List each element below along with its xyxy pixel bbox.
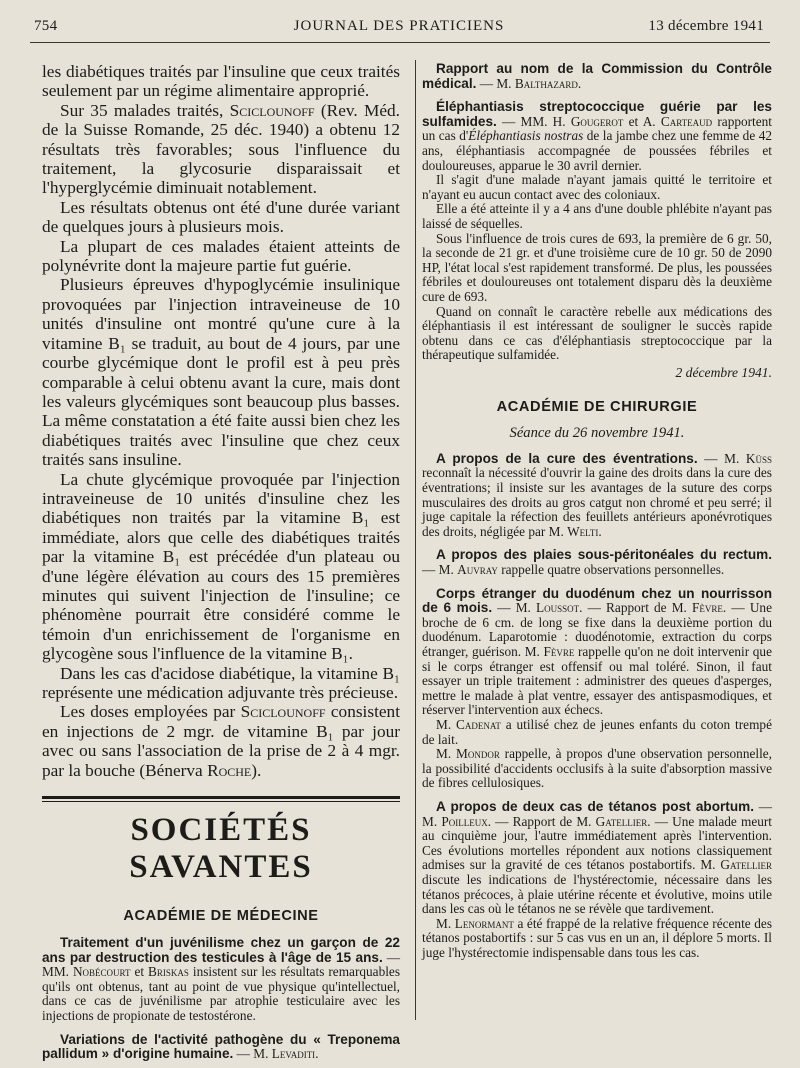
paragraph: A propos des plaies sous-péritonéales du rectum. — M. Auvray rappelle quatre observations personnelles. — [422, 547, 772, 578]
item-title: Rapport au nom de la Commission du Contrôle médical. — [422, 61, 772, 91]
issue-date: 13 décembre 1941 — [648, 18, 764, 34]
societes-banner — [42, 796, 400, 886]
paragraph: Dans les cas d'acidose diabétique, la vitamine B₁ représente une médication adjuvante très précieuse. — [42, 663, 400, 702]
paragraph: La chute glycémique provoquée par l'injection intraveineuse de 10 unités d'insuline chez les diabétiques non traités par la vitamine B₁ est immédiate, alors que celle des diabétiques traités par la vitamine B₁ est précédée d'un plateau ou d'une légère élévation au cours des 15 premières minutes qui suivent l'injection de l'insuline; ce phénomène pourrait être considéré comme le témoin d'un enrichissement de l'organisme en glycogène sous l'influence de la vitamine B₁. — [42, 469, 400, 664]
paragraph: A propos de la cure des éventrations. — M. Küss reconnaît la nécessité d'ouvrir la gaine des droits dans la cure des éventrations; il insiste sur les avantages de la suture des corps musculaires des droits au gros catgut non chromé et peu serré; il juge capitale la réfection des feuillets antérieurs aponévrotiques des droits, négligée par M. Welti. — [422, 450, 772, 539]
author-name: Sciclounoff — [240, 702, 326, 722]
right-column — [422, 62, 772, 960]
brand-name: Roche — [207, 760, 252, 780]
paragraph: Les doses employées par Sciclounoff consistent en injections de 2 mgr. de vitamine B₁ par jour avec ou sans l'association de la prise de 2 à 4 mgr. par la bouche (Bénerva Roche). — [42, 702, 400, 780]
item-title: Corps étranger du duodénum chez un nourrisson de 6 mois. — [422, 585, 772, 616]
paragraph: Sous l'influence de trois cures de 693, la première de 6 gr. 50, la seconde de 21 gr. et d'une troisième cure de 10 gr. 50 de 2090 HP, l'état local s'est rapidement transformé. De plus, les poussées fébriles et douloureuses ont totalement disparu dès la deuxième cure de 693. — [422, 230, 772, 304]
paragraph: La plupart de ces malades étaient atteints de polynévrite dont la majeure partie fut guérie. — [42, 236, 400, 276]
paragraph: Les résultats obtenus ont été d'une durée variant de quelques jours à plusieurs mois. — [42, 197, 400, 237]
paragraph: Corps étranger du duodénum chez un nourrisson de 6 mois. — M. Loussot. — Rapport de M. Fèvre. — Une broche de 6 cm. de long se fixe dans la deuxième portion du duodénum. Laparotomie : duodénotomie, extraction du corps étranger, guérison. M. Fèvre rappelle qu'on ne doit intervenir que si le corps étranger est offensif ou mal toléré. Sinon, il faut essayer un triple traitement : administrer des queues d'asperges, mettre le malade à plat ventre, essayer des antispasmodiques, et réserver l'intervention aux échecs. — [422, 585, 772, 718]
paragraph: les diabétiques traités par l'insuline que ceux traités seulement par un régime alimentaire approprié. — [42, 62, 400, 101]
section-heading: SOCIÉTÉS SAVANTES — [129, 812, 313, 886]
author-name: Sciclounoff — [229, 100, 315, 120]
seance-date: Séance du 26 novembre 1941. — [509, 424, 685, 441]
paragraph: A propos de deux cas de tétanos post abortum. — M. Poilleux. — Rapport de M. Gatellier. — Une malade meurt au cinquième jour, l'autre immédiatement après l'intervention. Ces évolutions mortelles répondent aux notions classiquement admises sur la gravité de ces tétanos postabortifs. M. Gatellier discute les indications de l'hystérectomie, nécessaire dans les tétanos précoces, à plaie utérine récente et évolutive, moins utile dans les cas où le tétanos ne se révèle que tardivement. — [422, 798, 773, 917]
header-rule — [30, 42, 770, 43]
item-title: A propos de la cure des éventrations. — [436, 450, 698, 466]
journal-title: JOURNAL DES PRATICIENS — [293, 18, 505, 34]
paragraph: Quand on connaît le caractère rebelle aux médications des éléphantiasis il est intéressant de souligner le succès rapide obtenu dans ce cas d'éléphantiasis streptococcique par la thérapeutique sulfamidée. — [422, 303, 772, 363]
paragraph: Sur 35 malades traités, Sciclounoff (Rev. Méd. de la Suisse Romande, 25 déc. 1940) a obtenu 12 résultats très favorables; sous l'influence du traitement, la glycosurie disparaissait et l'hyperglycémie diminuait notablement. — [42, 100, 400, 198]
signature-date: 2 décembre 1941. — [675, 364, 772, 380]
banner-rule — [42, 796, 400, 799]
item-title: A propos des plaies sous-péritonéales du rectum. — [436, 547, 772, 563]
item-title: Traitement d'un juvénilisme chez un garçon de 22 ans par destruction des testicules à l'âge de 15 ans. — [42, 935, 400, 965]
paragraph: M. Lenormant a été frappé de la relative fréquence récente des tétanos postabortifs : sur 5 cas vus en un an, il déplore 5 morts. Il juge l'hystérectomie indispensable dans tous les cas. — [422, 915, 772, 960]
academie-medecine-heading: ACADÉMIE DE MÉDECINE — [123, 908, 319, 925]
item-title: Éléphantiasis streptococcique guérie par les sulfamides. — [422, 99, 772, 129]
column-divider — [415, 60, 416, 1020]
item-title: Variations de l'activité pathogène du « Treponema pallidum » d'origine humaine. — [42, 1031, 400, 1062]
paragraph: Rapport au nom de la Commission du Contrôle médical. — M. Balthazard. — [422, 61, 772, 91]
paragraph: Plusieurs épreuves d'hypoglycémie insulinique provoquées par l'injection intraveineuse de 10 unités d'insuline ont montré qu'une cure à la vitamine B₁ se traduit, au bout de 4 jours, par une courbe glycémique dont le profil est à peu près comparable à celui obtenu avant la cure, mais dont les valeurs glycémiques sont beaucoup plus basses. La même constatation a été faite aussi bien chez les diabétiques traités avec l'insuline que chez ceux traités sans insuline. — [42, 275, 400, 470]
paragraph: M. Cadenat a utilisé chez de jeunes enfants du coton trempé de lait. — [422, 716, 772, 747]
page-number: 754 — [34, 18, 58, 34]
banner-rule — [42, 801, 400, 802]
paragraph: Éléphantiasis streptococcique guérie par les sulfamides. — MM. H. Gougerot et A. Carteaud rapportent un cas d'Éléphantiasis nostras de la jambe chez une femme de 42 ans, éléphantiasis accompagnée de poussées fébriles et douloureuses, apparue le 30 avril dernier. — [422, 99, 773, 173]
paragraph: M. Mondor rappelle, à propos d'une observation personnelle, la possibilité d'accidents occlusifs à la suite d'absorption massive de fibres cellulosiques. — [422, 746, 772, 791]
paragraph: Elle a été atteinte il y a 4 ans d'une double phlébite n'ayant pas laissé de séquelles. — [422, 201, 772, 231]
paragraph: Traitement d'un juvénilisme chez un garçon de 22 ans par destruction des testicules à l'âge de 15 ans. — MM. Nobécourt et Briskas insistent sur les résultats remarquables qu'ils ont obtenus, tant au point de vue physique qu'intellectuel, dans ce cas de juvénilisme par atrophie testiculaire avec les injections de propionate de testostérone. — [42, 935, 401, 1023]
paragraph: Il s'agit d'une malade n'ayant jamais quitté le territoire et n'ayant eu aucun contact avec des coloniaux. — [422, 172, 772, 202]
left-column — [42, 62, 400, 1062]
paragraph: Variations de l'activité pathogène du « Treponema pallidum » d'origine humaine. — M. Levaditi. — [42, 1031, 400, 1062]
item-title: A propos de deux cas de tétanos post abortum. — [436, 798, 754, 814]
academie-chirurgie-heading: ACADÉMIE DE CHIRURGIE — [496, 398, 698, 415]
running-header — [34, 18, 764, 40]
